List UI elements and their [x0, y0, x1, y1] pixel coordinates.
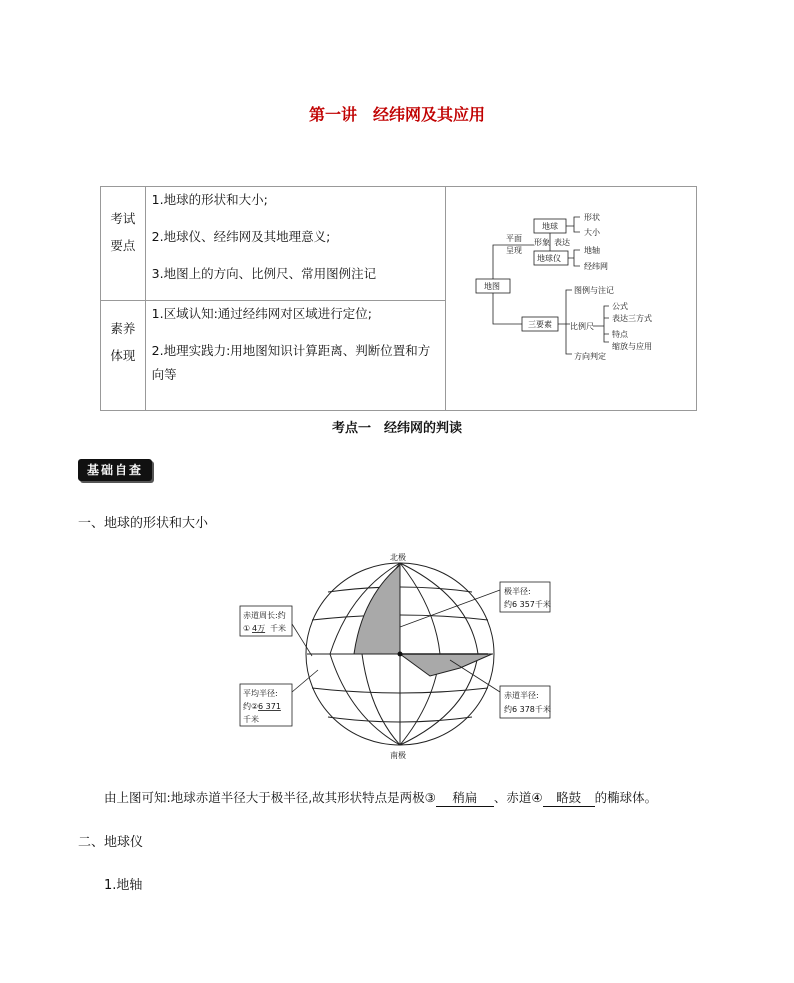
- earth-diagram: [230, 552, 560, 762]
- scale-child: 表达三方式: [612, 314, 652, 323]
- page-title: 第一讲 经纬网及其应用: [308, 105, 485, 124]
- paragraph-text: 的椭球体。: [594, 790, 658, 805]
- category-text: 要点: [110, 238, 136, 253]
- unit-label: 千米: [270, 624, 286, 633]
- earth-child: 大小: [584, 228, 600, 237]
- equator-circ-answer: 4万: [252, 624, 266, 633]
- section-badge: 基础自查: [78, 459, 152, 481]
- mean-radius-answer: 6 371: [258, 702, 281, 711]
- category-literacy: [101, 301, 146, 411]
- three-elements-label: 三要素: [528, 320, 552, 329]
- category-text: 考试: [110, 211, 136, 226]
- globe-label: 地球仪: [537, 254, 561, 263]
- equator-circ-label: 赤道周长:约: [243, 611, 286, 620]
- scale-child: 缩放与应用: [612, 342, 652, 351]
- scale-label: 比例尺: [570, 322, 594, 331]
- earth-child: 形状: [584, 213, 600, 222]
- list-item: 2.地球仪、经纬网及其地理意义;: [151, 229, 331, 244]
- equator-radius-label: 赤道半径:: [504, 691, 539, 700]
- legend-label: 图例与注记: [574, 286, 614, 295]
- paragraph-text: 由上图可知:地球赤道半径大于极半径,故其形状特点是两极③: [104, 790, 436, 805]
- list-item: 2.地理实践力:用地图知识计算距离、判断位置和方向等: [151, 343, 431, 383]
- paragraph-text: 、赤道④: [493, 790, 543, 805]
- branch-label: 平面: [506, 234, 522, 243]
- link-label: 形象: [534, 238, 550, 247]
- concept-map: [446, 187, 694, 407]
- direction-label: 方向判定: [574, 352, 606, 361]
- exam-points: [145, 187, 445, 301]
- category-text: 素养: [110, 321, 136, 337]
- requirements-table: [100, 186, 697, 411]
- literacy-points: [145, 301, 445, 411]
- heading-axis: 1.地轴: [104, 878, 143, 893]
- blank-marker: ①: [243, 624, 251, 633]
- answer-blank-3: 稍扁: [436, 788, 494, 807]
- polar-radius-label: 极半径:: [504, 587, 531, 596]
- scale-child: 特点: [612, 330, 628, 339]
- list-item: 1.区域认知:通过经纬网对区域进行定位;: [151, 306, 373, 322]
- map-root-label: 地图: [484, 282, 500, 291]
- mean-radius-label: 平均半径:: [243, 689, 278, 698]
- blank-marker: 约②: [243, 702, 259, 711]
- heading-globe: 二、地球仪: [78, 835, 144, 850]
- concept-map-cell: [446, 187, 697, 411]
- answer-blank-4: 略鼓: [543, 788, 595, 807]
- north-pole-label: 北极: [390, 553, 406, 562]
- category-text: 体现: [110, 348, 136, 364]
- conclusion-paragraph: [104, 788, 657, 807]
- south-pole-label: 南极: [390, 751, 406, 760]
- branch-label: 呈现: [506, 246, 522, 255]
- globe-child: 地轴: [584, 246, 600, 255]
- polar-radius-value: 约6 357千米: [504, 600, 551, 609]
- equator-radius-value: 约6 378千米: [504, 705, 551, 714]
- scale-child: 公式: [612, 302, 628, 311]
- category-exam: [101, 187, 146, 301]
- section-title: 考点一 经纬网的判读: [331, 421, 462, 436]
- list-item: 1.地球的形状和大小;: [151, 192, 268, 207]
- earth-label: 地球: [542, 222, 558, 231]
- heading-shape-size: 一、地球的形状和大小: [78, 516, 209, 531]
- unit-label: 千米: [243, 715, 259, 724]
- globe-child: 经纬网: [584, 262, 608, 271]
- list-item: 3.地图上的方向、比例尺、常用图例注记: [151, 266, 377, 281]
- link-label: 表达: [554, 238, 570, 247]
